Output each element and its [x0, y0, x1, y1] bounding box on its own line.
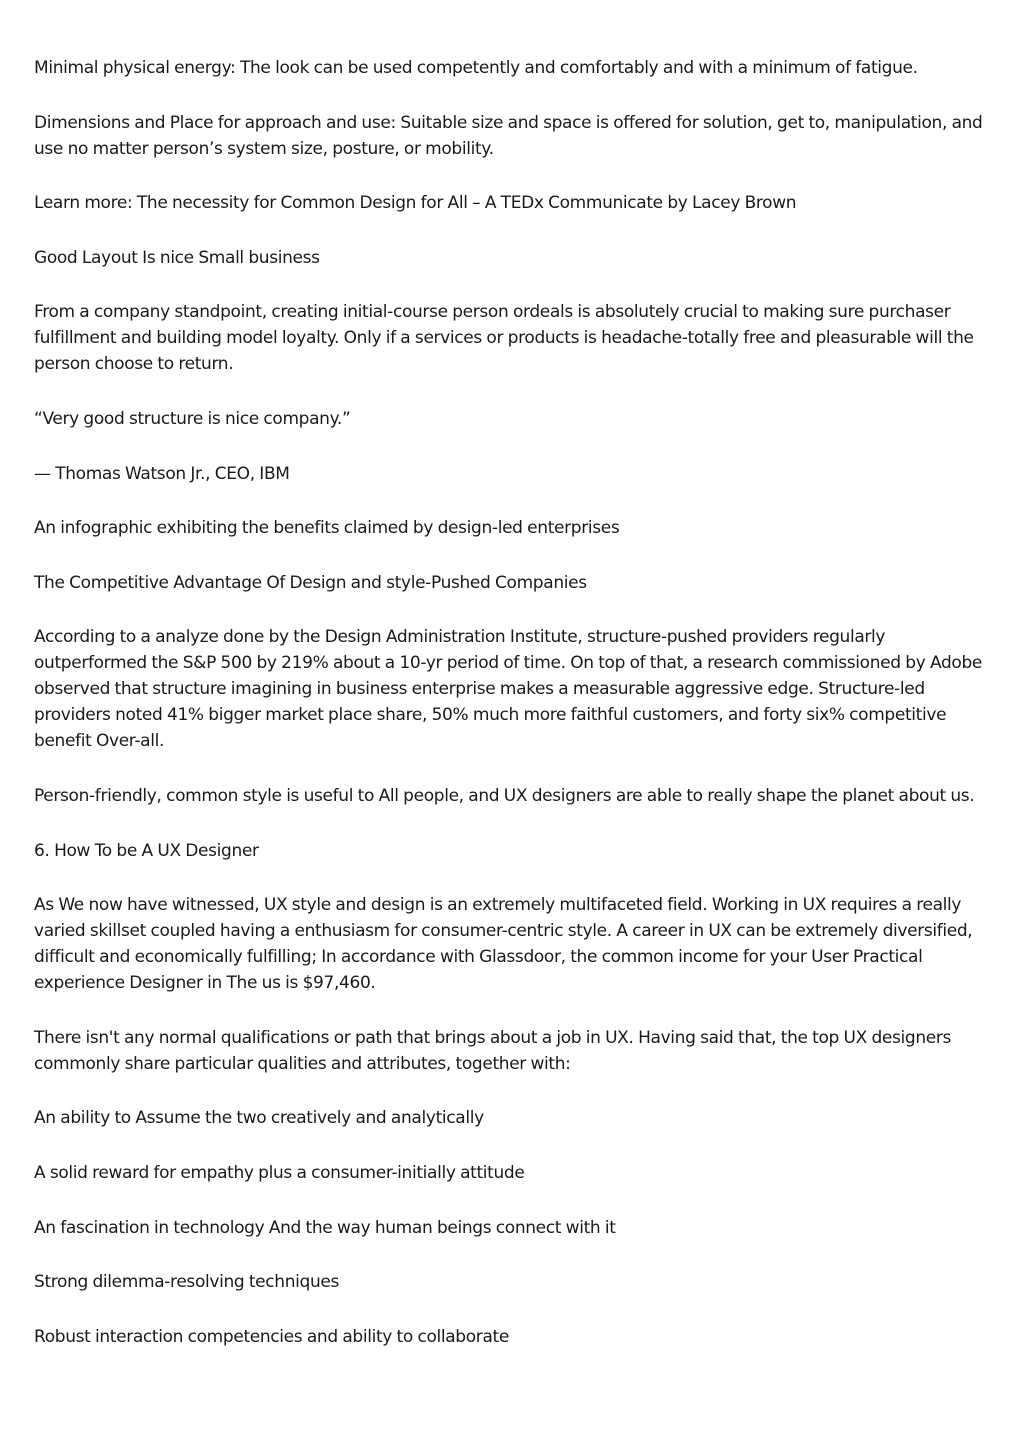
paragraph-qualifications: There isn't any normal qualifications or path that brings about a job in UX. Having said that, the top UX designers commonly share particular qualities and attributes, together with:	[34, 1027, 952, 1074]
list-item-technology-interest: An fascination in technology And the way human beings connect with it	[34, 1217, 616, 1238]
section-heading-how-to-be-ux-designer: 6. How To be A UX Designer	[34, 840, 259, 861]
document-body	[34, 55, 992, 1378]
paragraph-dimensions-and-place: Dimensions and Place for approach and use: Suitable size and space is offered for solution, get to, manipulation, and use no matter person’s system size, posture, or mobility.	[34, 112, 983, 159]
quote-attribution: — Thomas Watson Jr., CEO, IBM	[34, 463, 290, 484]
section-heading-competitive-advantage: The Competitive Advantage Of Design and style-Pushed Companies	[34, 572, 587, 593]
list-item-problem-solving: Strong dilemma-resolving techniques	[34, 1272, 339, 1293]
list-item-empathy: A solid reward for empathy plus a consumer-initially attitude	[34, 1162, 525, 1183]
paragraph-company-standpoint: From a company standpoint, creating initial-course person ordeals is absolutely crucial to making sure purchaser fulfillment and building model loyalty. Only if a services or products is headache-totally free and pleasurable will the person choose to return.	[34, 302, 974, 375]
quote-text: “Very good structure is nice company.”	[34, 408, 351, 429]
paragraph-learn-more: Learn more: The necessity for Common Design for All – A TEDx Communicate by Lacey Brown	[34, 193, 797, 214]
paragraph-minimal-physical-energy: Minimal physical energy: The look can be used competently and comfortably and with a minimum of fatigue.	[34, 58, 918, 78]
paragraph-person-friendly: Person-friendly, common style is useful to All people, and UX designers are able to really shape the planet about us.	[34, 785, 975, 806]
paragraph-ux-multifaceted: As We now have witnessed, UX style and design is an extremely multifaceted field. Working in UX requires a really varied skillset coupled having a enthusiasm for consumer-centric style. A career in UX can be extremely diversified, difficult and economically fulfilling; In accordance with Glassdoor, the common income for your User Practical experience Designer in The us is $97,460.	[34, 895, 973, 994]
list-item-communication: Robust interaction competencies and ability to collaborate	[34, 1326, 509, 1347]
paragraph-design-study: According to a analyze done by the Design Administration Institute, structure-pushed providers regularly outperformed the S&P 500 by 219% about a 10-yr period of time. On top of that, a research commissioned by Adobe observed that structure imagining in business enterprise makes a measurable aggressive edge. Structure-led providers noted 41% bigger market place share, 50% much more faithful customers, and forty six% competitive benefit Over-all.	[34, 627, 982, 752]
section-heading-good-layout: Good Layout Is nice Small business	[34, 247, 320, 268]
infographic-caption: An infographic exhibiting the benefits claimed by design-led enterprises	[34, 518, 620, 539]
list-item-think-creatively: An ability to Assume the two creatively and analytically	[34, 1108, 484, 1129]
